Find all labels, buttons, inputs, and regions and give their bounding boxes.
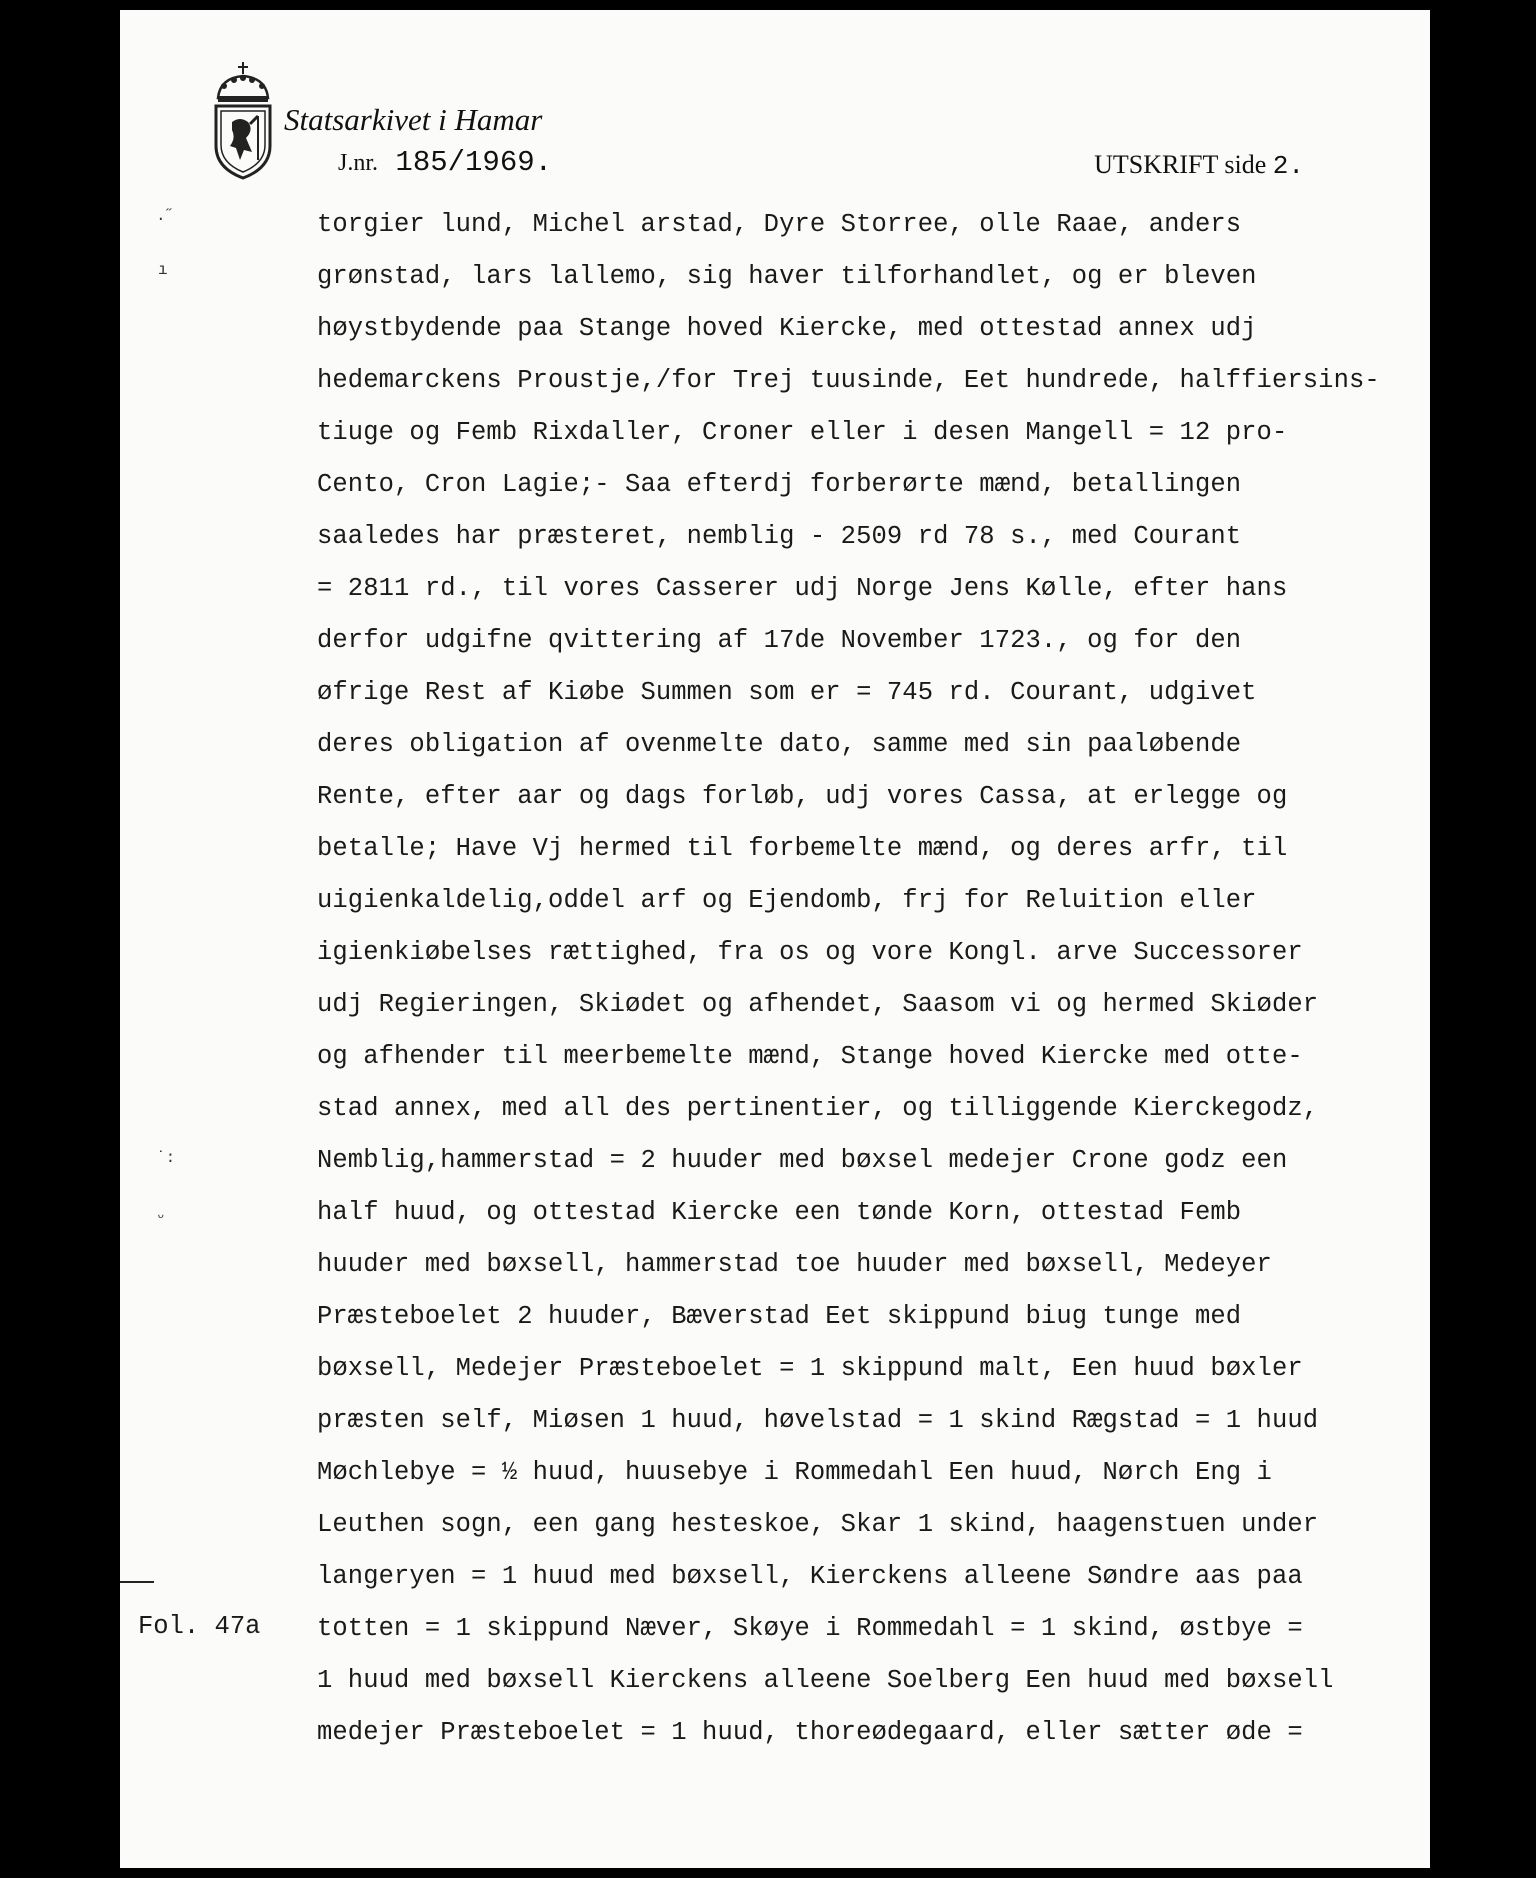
text-line: igienkiøbelses rættighed, fra os og vore Kongl. arve Successorer (317, 938, 1303, 967)
journal-number (338, 146, 552, 179)
text-line: Møchlebye = ½ huud, huusebye i Rommedahl Een huud, Nørch Eng i (317, 1458, 1272, 1487)
text-line: deres obligation af ovenmelte dato, samme med sin paaløbende (317, 730, 1242, 759)
text-line: huuder med bøxsell, hammerstad toe huuder med bøxsell, Medeyer (317, 1250, 1272, 1279)
margin-mark: ı (158, 261, 168, 279)
text-line: og afhender til meerbemelte mænd, Stange hoved Kiercke med otte- (317, 1042, 1303, 1071)
text-line: Cento, Cron Lagie;- Saa efterdj forberørte mænd, betallingen (317, 470, 1242, 499)
text-line: 1 huud med bøxsell Kierckens alleene Soelberg Een huud med bøxsell (317, 1666, 1334, 1695)
text-line: udj Regieringen, Skiødet og afhendet, Saasom vi og hermed Skiøder (317, 990, 1319, 1019)
text-line: Præsteboelet 2 huuder, Bæverstad Eet skippund biug tunge med (317, 1302, 1242, 1331)
text-line: Nemblig,hammerstad = 2 huuder med bøxsel medejer Crone godz een (317, 1146, 1288, 1175)
margin-mark: ᵕ (156, 1209, 166, 1227)
margin-mark: ˙: (156, 1149, 176, 1167)
document-page (120, 10, 1430, 1868)
margin-mark: .˝ (156, 207, 176, 225)
journal-number-label: J.nr. (338, 150, 379, 176)
margin-rule (120, 1581, 154, 1583)
text-line: præsten self, Miøsen 1 huud, høvelstad = 1 skind Rægstad = 1 huud (317, 1406, 1319, 1435)
text-line: grønstad, lars lallemo, sig haver tilforhandlet, og er bleven (317, 262, 1257, 291)
transcript-label: UTSKRIFT side (1094, 150, 1267, 179)
transcript-page-label (1094, 150, 1304, 181)
text-line: bøxsell, Medejer Præsteboelet = 1 skippund malt, Een huud bøxler (317, 1354, 1303, 1383)
text-line: hedemarckens Proustje,/for Trej tuusinde, Eet hundrede, halffiersins- (317, 366, 1380, 395)
text-line: langeryen = 1 huud med bøxsell, Kierckens alleene Søndre aas paa (317, 1562, 1303, 1591)
text-line: totten = 1 skippund Næver, Skøye i Rommedahl = 1 skind, østbye = (317, 1614, 1303, 1643)
text-line: = 2811 rd., til vores Casserer udj Norge Jens Kølle, efter hans (317, 574, 1288, 603)
text-line: høystbydende paa Stange hoved Kiercke, med ottestad annex udj (317, 314, 1257, 343)
text-line: øfrige Rest af Kiøbe Summen som er = 745 rd. Courant, udgivet (317, 678, 1257, 707)
coat-of-arms-icon (210, 60, 276, 180)
folio-note: Fol. 47a (138, 1612, 261, 1641)
text-line: half huud, og ottestad Kiercke een tønde Korn, ottestad Femb (317, 1198, 1242, 1227)
text-line: uigienkaldelig,oddel arf og Ejendomb, frj for Reluition eller (317, 886, 1257, 915)
archive-name: Statsarkivet i Hamar (284, 102, 543, 137)
text-line: tiuge og Femb Rixdaller, Croner eller i desen Mangell = 12 pro- (317, 418, 1288, 447)
transcript-text (317, 208, 1397, 1768)
text-line: stad annex, med all des pertinentier, og tilliggende Kierckegodz, (317, 1094, 1319, 1123)
text-line: Leuthen sogn, een gang hesteskoe, Skar 1 skind, haagenstuen under (317, 1510, 1319, 1539)
text-line: betalle; Have Vj hermed til forbemelte mænd, og deres arfr, til (317, 834, 1288, 863)
text-line: torgier lund, Michel arstad, Dyre Storree, olle Raae, anders (317, 210, 1242, 239)
text-line: Rente, efter aar og dags forløb, udj vores Cassa, at erlegge og (317, 782, 1288, 811)
text-line: saaledes har præsteret, nemblig - 2509 rd 78 s., med Courant (317, 522, 1242, 551)
journal-number-value: 185/1969. (395, 146, 553, 179)
text-line: medejer Præsteboelet = 1 huud, thoreødegaard, eller sætter øde = (317, 1718, 1303, 1747)
text-line: derfor udgifne qvittering af 17de November 1723., og for den (317, 626, 1242, 655)
transcript-page-number: 2. (1272, 151, 1304, 181)
